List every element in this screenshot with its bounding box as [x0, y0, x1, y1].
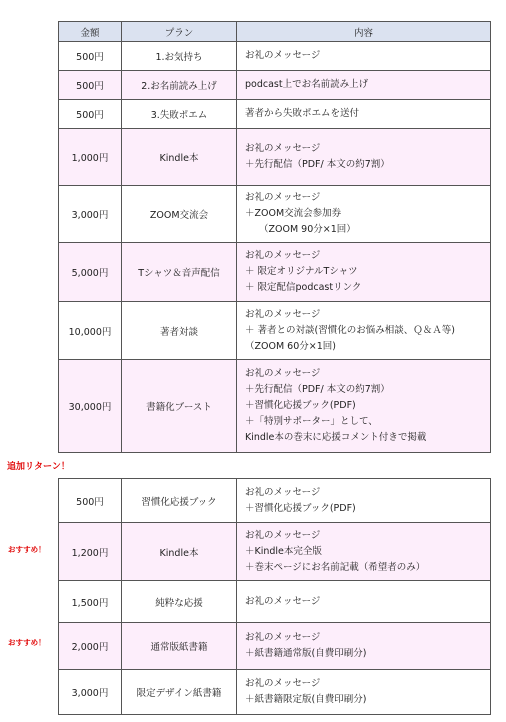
content-line: ＋紙書籍限定版(自費印刷分): [245, 694, 367, 705]
price-cell: 500円: [59, 479, 122, 523]
content-line: podcast上でお名前読み上げ: [245, 79, 369, 90]
table-row: [59, 623, 491, 670]
plan-cell: 限定デザイン紙書籍: [122, 670, 237, 715]
content-line: ＋紙書籍通常版(自費印刷分): [245, 648, 367, 659]
plan-cell: 著者対談: [122, 302, 237, 360]
table-row: [59, 42, 491, 71]
price-cell: 500円: [59, 100, 122, 129]
plan-cell: 習慣化応援ブック: [122, 479, 237, 523]
plan-cell: 3.失敗ポエム: [122, 100, 237, 129]
content-line: お礼のメッセージ: [245, 595, 321, 607]
content-line: （ZOOM 90分×1回）: [259, 224, 356, 235]
plan-cell: Kindle本: [122, 129, 237, 186]
content-line: 著者から失敗ポエムを送付: [245, 108, 360, 119]
plan-cell: ZOOM交流会: [122, 186, 237, 243]
content-line: ＋ 限定オリジナルTシャツ: [245, 266, 358, 277]
rewards-table: [58, 21, 491, 453]
content-line: ＋先行配信（PDF/ 本文の約7割）: [245, 384, 390, 395]
content-cell: [237, 479, 491, 523]
content-cell: [237, 360, 491, 453]
table-row: [59, 302, 491, 360]
content-line: （ZOOM 60分×1回): [245, 340, 336, 352]
content-line: お礼のメッセージ: [245, 50, 321, 61]
price-cell: 10,000円: [59, 302, 122, 360]
price-cell: 3,000円: [59, 186, 122, 243]
additional-returns-table: [58, 478, 491, 715]
price-cell: 500円: [59, 71, 122, 100]
plan-cell: 1.お気持ち: [122, 42, 237, 71]
plan-cell: Tシャツ＆音声配信: [122, 243, 237, 302]
table-row: [59, 479, 491, 523]
content-cell: [237, 670, 491, 715]
content-line: ＋ 著者との対談(習慣化のお悩み相談、Ｑ＆Ａ等): [245, 324, 455, 336]
price-cell: 500円: [59, 42, 122, 71]
plan-cell: Kindle本: [122, 523, 237, 581]
table-row: [59, 523, 491, 581]
price-cell: 1,000円: [59, 129, 122, 186]
content-cell: [237, 129, 491, 186]
recommend-badge: おすすめ！: [8, 638, 46, 647]
content-line: お礼のメッセージ: [245, 250, 321, 261]
content-line: お礼のメッセージ: [245, 632, 321, 643]
table-row: [59, 186, 491, 243]
table-row: [59, 670, 491, 715]
plan-cell: 2.お名前読み上げ: [122, 71, 237, 100]
table-row: [59, 100, 491, 129]
content-cell: [237, 243, 491, 302]
content-line: お礼のメッセージ: [245, 529, 321, 541]
content-line: ＋習慣化応援ブック(PDF): [245, 502, 356, 514]
table-row: [59, 243, 491, 302]
plan-cell: 通常版紙書籍: [122, 623, 237, 670]
price-cell: 1,200円: [59, 523, 122, 581]
additional-returns-label: 追加リターン！: [7, 462, 70, 472]
content-cell: [237, 42, 491, 71]
content-line: お礼のメッセージ: [245, 368, 321, 379]
content-line: お礼のメッセージ: [245, 678, 321, 689]
content-line: ＋ 限定配信podcastリンク: [245, 282, 362, 293]
content-cell: [237, 523, 491, 581]
header-row: [59, 22, 491, 42]
content-line: Kindle本の巻末に応援コメント付きで掲載: [245, 432, 427, 443]
content-line: ＋Kindle本完全版: [245, 545, 322, 557]
price-cell: 5,000円: [59, 243, 122, 302]
header-content: 内容: [237, 22, 491, 42]
recommend-badge: おすすめ！: [8, 545, 46, 554]
table-row: [59, 71, 491, 100]
content-line: お礼のメッセージ: [245, 192, 321, 203]
plan-cell: 書籍化ブースト: [122, 360, 237, 453]
content-line: お礼のメッセージ: [245, 308, 321, 320]
header-plan: プラン: [122, 22, 237, 42]
content-cell: [237, 623, 491, 670]
content-line: ＋巻末ページにお名前記載（希望者のみ）: [245, 561, 426, 573]
plan-cell: 純粋な応援: [122, 581, 237, 623]
price-cell: 1,500円: [59, 581, 122, 623]
price-cell: 3,000円: [59, 670, 122, 715]
content-line: ＋習慣化応援ブック(PDF): [245, 400, 356, 411]
content-line: ＋「特別サポーター」として、: [245, 416, 378, 427]
content-cell: [237, 302, 491, 360]
table-row: [59, 360, 491, 453]
table-row: [59, 129, 491, 186]
content-cell: [237, 71, 491, 100]
header-price: 金額: [59, 22, 122, 42]
content-line: ＋先行配信（PDF/ 本文の約7割）: [245, 159, 390, 170]
table-row: [59, 581, 491, 623]
content-cell: [237, 100, 491, 129]
content-line: お礼のメッセージ: [245, 143, 321, 154]
content-line: お礼のメッセージ: [245, 486, 321, 498]
price-cell: 2,000円: [59, 623, 122, 670]
content-line: ＋ZOOM交流会参加券: [245, 208, 342, 219]
content-cell: [237, 186, 491, 243]
content-cell: [237, 581, 491, 623]
price-cell: 30,000円: [59, 360, 122, 453]
